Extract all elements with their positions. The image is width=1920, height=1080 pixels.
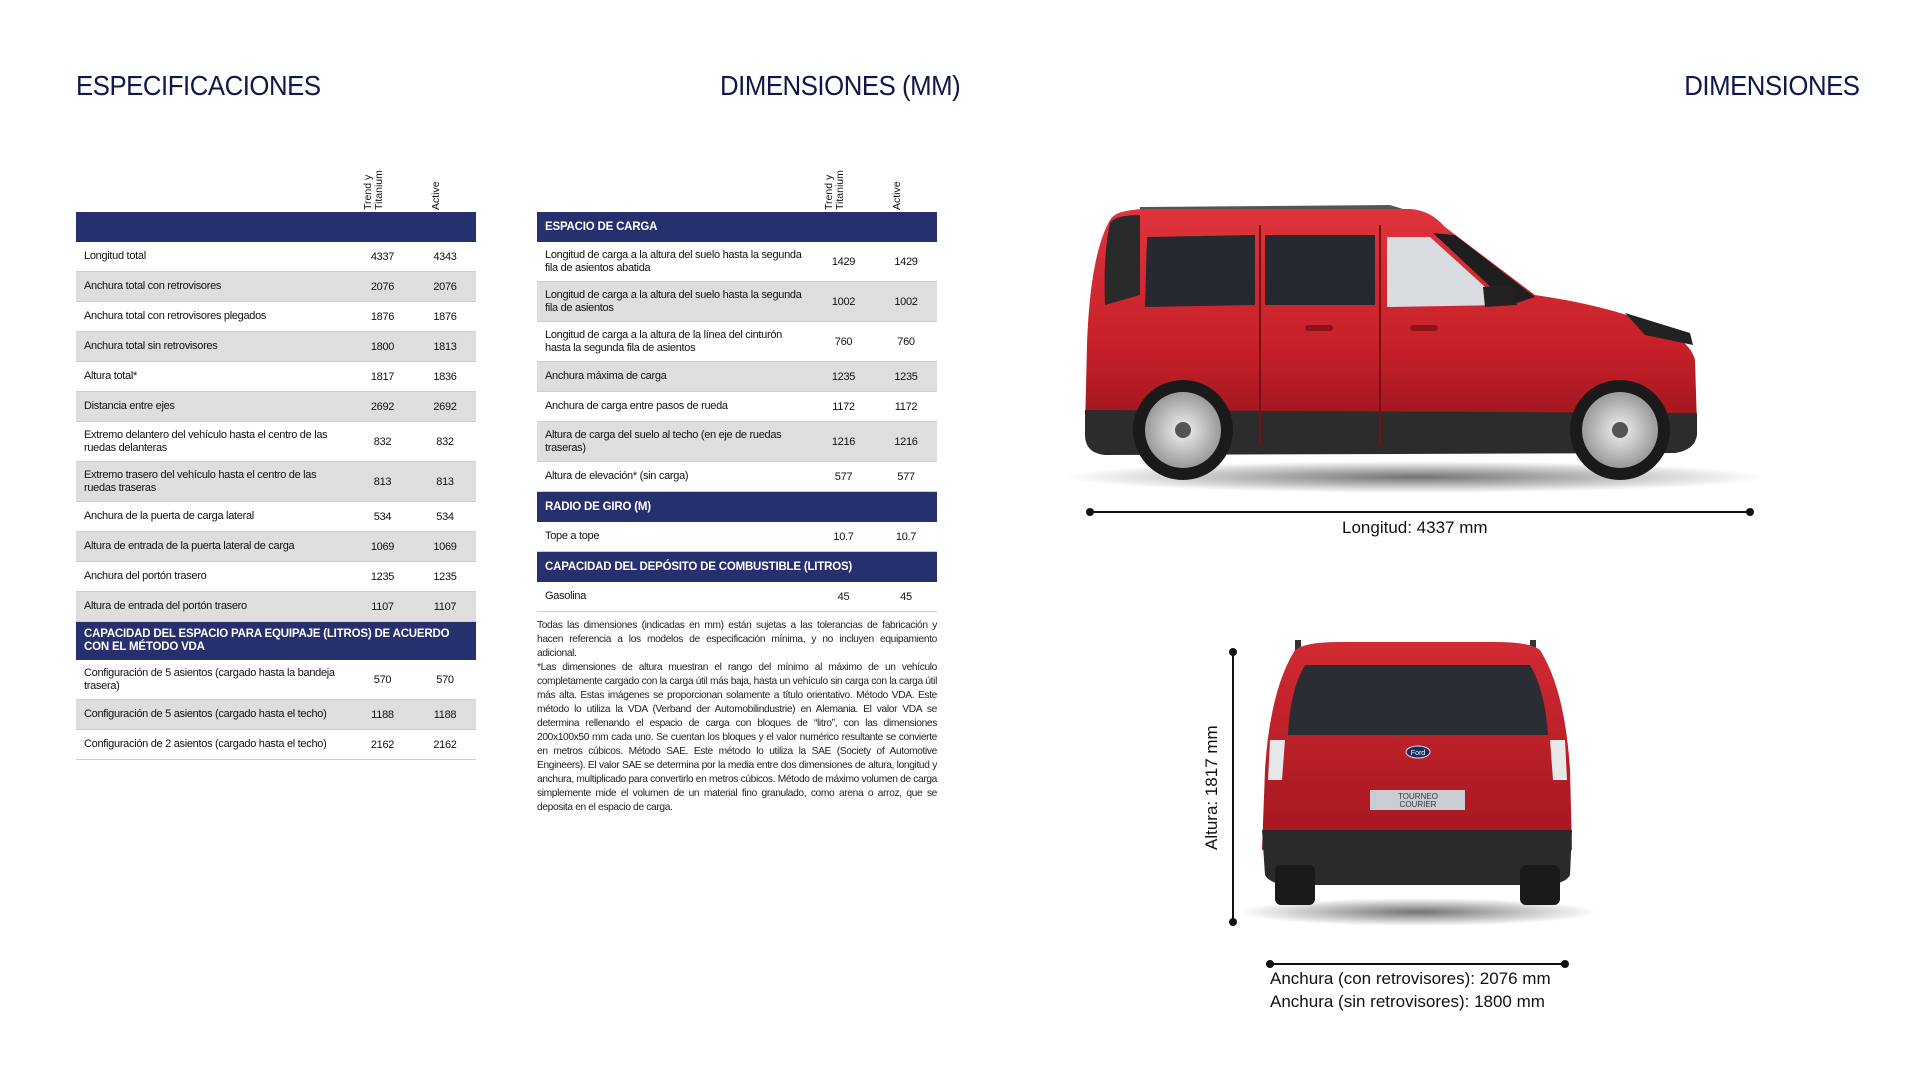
turning-section-header: RADIO DE GIRO (M) [537,492,937,522]
trend-value: 2692 [370,400,395,413]
width-with-mirrors-label: Anchura (con retrovisores): 2076 mm [1270,969,1551,988]
table-row [76,562,476,592]
trend-value: 813 [373,475,392,488]
trend-value: 45 [837,590,850,603]
column-header-active: Active [891,181,903,210]
trend-value: 1235 [370,570,395,583]
table-row [76,242,476,272]
active-value: 1107 [433,600,457,613]
row-label: Tope a tope [545,530,600,542]
rear-glass [1288,665,1548,735]
middle-window [1265,235,1375,305]
turning-rows [537,522,937,552]
trend-value: 4337 [370,250,395,263]
footnote-methods: *Las dimensiones de altura muestran el rango del mínimo al máximo de un vehículo completamente cargado con la carga útil más baja, hasta un vehículo sin carga con la carga útil más alta. Estas imágenes se proporcionan solamente a título orientativo. Método VDA. Este método lo utiliza la VDA (Verband der Automobilindustrie) en Alemania. El valor VDA se determina rellenando el espacio de carga con bloques de “litro”, con las dimensiones 200x100x50 mm cada uno. Se cuentan los bloques y el valor numérico resultante se convierte en metros cúbicos. Método SAE. Este método lo utiliza la SAE (Society of Automotive Engineers). El valor SAE se determina por la media entre dos dimensiones de altura, longitud y anchura, multiplicado para convertirlo en metros cúbicos. Método de máximo volumen de carga simplemente mide el volumen de un material fino granulado, como arena o arroz, que se deposita en el espacio de carga. [537,662,937,813]
cargo-rows [537,242,937,492]
table-row [76,422,476,462]
active-value: 1836 [433,370,457,383]
trend-value: 534 [373,510,392,523]
active-value: 1876 [433,310,457,323]
table-row [537,242,937,282]
specifications-heading: ESPECIFICACIONES [76,70,321,101]
cargo-section-header: ESPACIO DE CARGA [537,212,937,242]
row-label: Configuración de 5 asientos (cargado hasta el techo) [84,708,327,720]
active-value: 577 [897,470,915,483]
table-row [537,322,937,362]
table-row [76,730,476,760]
specifications-table [76,160,476,760]
model-badge-line2: COURIER [1399,800,1437,809]
active-value: 10.7 [895,530,917,543]
trend-value: 1817 [370,370,395,383]
table-row [76,592,476,622]
door-handle [1305,325,1333,331]
rear-tire-right [1520,865,1560,905]
rear-pillar [1105,215,1140,305]
door-handle [1410,325,1438,331]
car-rear-view [1240,630,1595,930]
table-row [76,700,476,730]
row-label: Distancia entre ejes [84,400,175,412]
trend-value: 1876 [370,310,395,323]
active-value: 4343 [433,250,457,263]
table-row [76,332,476,362]
row-label: Configuración de 2 asientos (cargado hasta el techo) [84,738,327,750]
trend-value: 1216 [831,435,856,448]
active-value: 1813 [433,340,457,353]
row-label: Longitud total [84,250,146,262]
trend-value: 1002 [831,295,856,308]
table-row [537,392,937,422]
row-label: Altura total* [84,370,137,382]
row-label: Anchura del portón trasero [84,570,207,582]
trend-value: 832 [373,435,392,448]
front-wheel [1570,380,1670,480]
row-label: Altura de elevación* (sin carga) [545,470,689,482]
active-value: 1172 [894,400,918,413]
trend-value: 1188 [371,708,394,721]
table-row [76,502,476,532]
model-badge-line1: TOURNEO [1398,792,1438,801]
fuel-rows [537,582,937,612]
side-mirror [1483,285,1517,307]
table-row [537,522,937,552]
trend-value: 1429 [831,255,856,268]
row-label: Longitud de carga a la altura del suelo hasta la segunda fila de asientos [545,288,802,314]
row-label: Extremo delantero del vehículo hasta el centro de las ruedas delanteras [84,428,328,454]
width-without-mirrors-label: Anchura (sin retrovisores): 1800 mm [1270,992,1545,1011]
table-row [76,532,476,562]
column-headers [76,160,476,212]
table-row [537,282,937,322]
footnote-tolerances: Todas las dimensiones (indicadas en mm) están sujetas a las tolerancias de fabricación y hacen referencia a los modelos de especificación mínima, y no incluyen equipamiento adicional. [537,620,937,659]
cargo-dimensions-table [537,160,937,612]
dimensions-heading: DIMENSIONES [1684,70,1860,101]
table-row [76,462,476,502]
table-row [76,272,476,302]
luggage-section-header: CAPACIDAD DEL ESPACIO PARA EQUIPAJE (LITROS) DE ACUERDO CON EL MÉTODO VDA [76,622,476,660]
tail-light-right [1550,740,1567,780]
trend-value: 1800 [370,340,395,353]
row-label: Anchura de carga entre pasos de rueda [545,400,728,412]
row-label: Anchura total con retrovisores [84,280,222,292]
luggage-rows [76,660,476,760]
column-header-trend: Trend y Titanium [823,170,846,210]
active-value: 760 [897,335,915,348]
active-value: 534 [436,510,454,523]
table-row [537,362,937,392]
trend-value: 2162 [370,738,395,751]
active-value: 1429 [894,255,918,268]
row-label: Anchura total sin retrovisores [84,340,218,352]
row-label: Longitud de carga a la altura del suelo hasta la segunda fila de asientos abatida [545,248,802,274]
length-dimension-line [1090,511,1750,513]
car-side-view [1065,195,1765,505]
footnotes [537,619,937,815]
rear-window [1145,235,1255,307]
active-value: 1188 [433,708,457,721]
table-row [537,582,937,612]
row-label: Longitud de carga a la altura de la línea del cinturón hasta la segunda fila de asientos [545,328,782,354]
column-header-active: Active [430,181,442,210]
fuel-section-header: CAPACIDAD DEL DEPÓSITO DE COMBUSTIBLE (LITROS) [537,552,937,582]
active-value: 570 [436,673,454,686]
row-label: Anchura total con retrovisores plegados [84,310,267,322]
active-value: 2162 [433,738,457,751]
active-value: 1216 [894,435,918,448]
height-label: Altura: 1817 mm [1202,725,1221,850]
active-value: 2692 [433,400,457,413]
row-label: Extremo trasero del vehículo hasta el centro de las ruedas traseras [84,468,317,494]
table-row [76,302,476,332]
table-row [76,362,476,392]
column-header-trend: Trend y Titanium [362,170,385,210]
active-value: 1235 [894,370,918,383]
row-label: Configuración de 5 asientos (cargado hasta la bandeja trasera) [84,666,335,692]
trend-value: 1069 [370,540,395,553]
active-value: 813 [436,475,454,488]
active-value: 1069 [433,540,457,553]
trend-value: 10.7 [833,530,854,543]
trend-value: 577 [834,470,853,483]
table-row [537,422,937,462]
row-label: Altura de entrada del portón trasero [84,600,247,612]
height-dimension-line [1232,652,1234,922]
trend-value: 570 [373,673,392,686]
row-label: Gasolina [545,590,587,602]
active-value: 832 [436,435,454,448]
row-label: Altura de carga del suelo al techo (en eje de ruedas traseras) [545,428,782,454]
table-header-bar [76,212,476,242]
active-value: 45 [900,590,912,603]
length-label: Longitud: 4337 mm [1342,518,1488,537]
column-headers [537,160,937,212]
table-row [76,392,476,422]
row-label: Anchura de la puerta de carga lateral [84,510,254,522]
row-label: Anchura máxima de carga [545,370,667,382]
width-dimension-line [1270,963,1565,965]
rear-tire-left [1275,865,1315,905]
tail-light-left [1268,740,1285,780]
ford-logo-text: Ford [1410,750,1426,757]
spec-rows [76,242,476,622]
trend-value: 1235 [831,370,856,383]
active-value: 1002 [894,295,918,308]
rear-wheel [1133,380,1233,480]
table-row [537,462,937,492]
trend-value: 2076 [370,280,395,293]
table-row [76,660,476,700]
trend-value: 1107 [371,600,394,613]
trend-value: 760 [834,335,853,348]
row-label: Altura de entrada de la puerta lateral de carga [84,540,295,552]
dimensions-mm-heading: DIMENSIONES (MM) [720,70,961,101]
trend-value: 1172 [832,400,855,413]
active-value: 1235 [433,570,457,583]
active-value: 2076 [433,280,457,293]
